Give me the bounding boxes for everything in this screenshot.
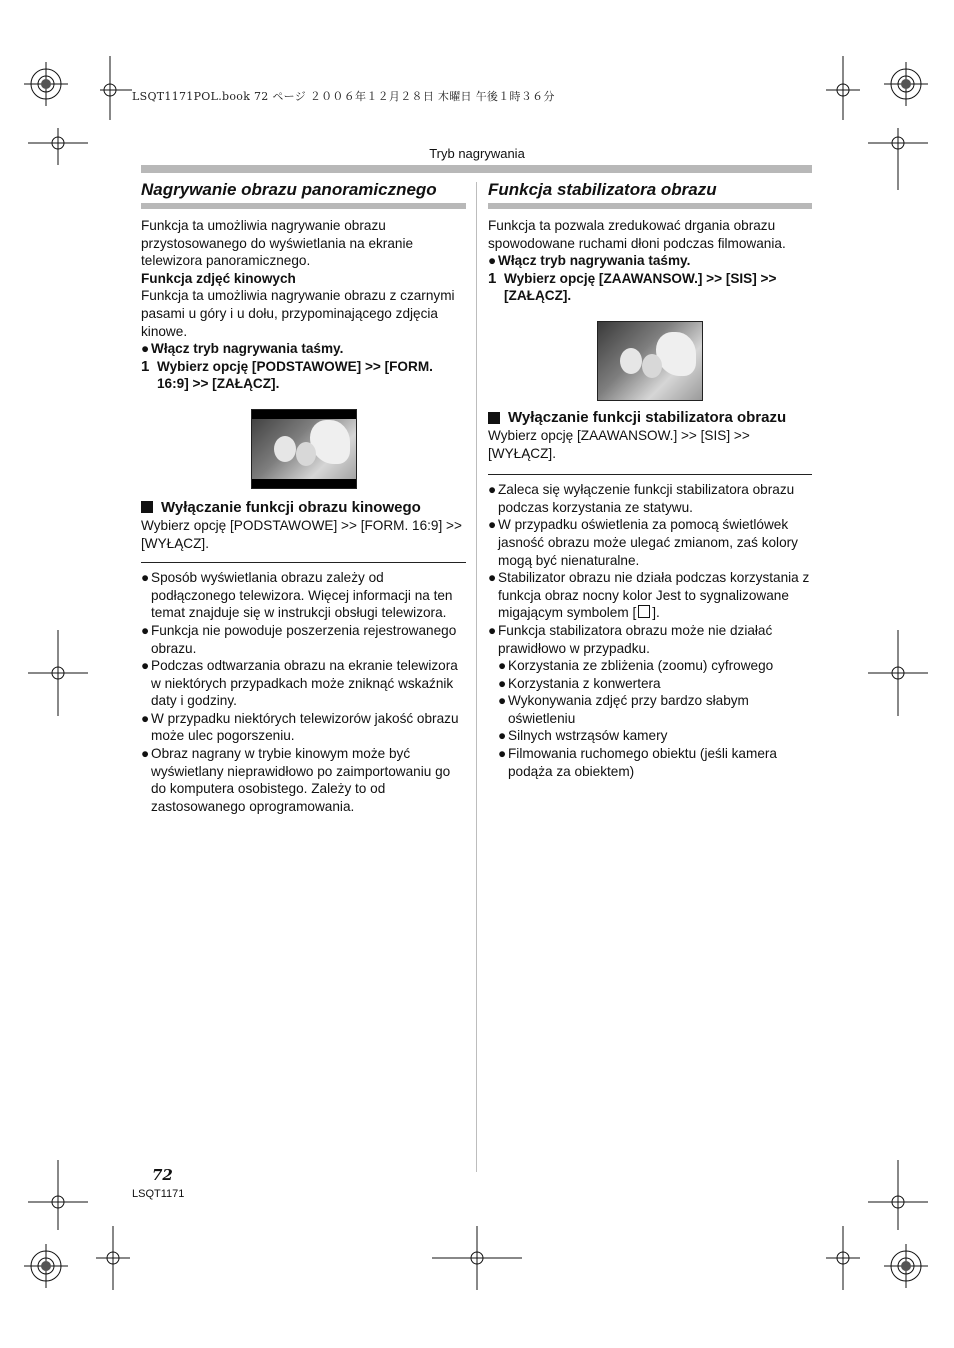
right-off-heading xyxy=(488,409,812,427)
subnote-text: Filmowania ruchomego obiektu (jeśli kamera podąża za obiektem) xyxy=(508,746,777,779)
left-photo-wrap xyxy=(141,409,466,489)
left-title: Nagrywanie obrazu panoramicznego xyxy=(141,180,466,209)
note-text: Podczas odtwarzania obrazu na ekranie telewizora w niektórych przypadkach może zniknąć wskaźnik daty i godziny. xyxy=(151,658,458,709)
left-note xyxy=(141,710,466,745)
page-number: 72 xyxy=(152,1166,173,1184)
bullet-icon: ● xyxy=(141,570,150,586)
left-off-heading xyxy=(141,499,466,517)
right-note xyxy=(488,622,812,657)
note3-text: Stabilizator obrazu nie działa podczas korzystania z funkcja obraz nocny kolor Jest to sygnalizowane migającym symbolem [ xyxy=(498,570,810,621)
bullet-icon: ● xyxy=(498,675,507,691)
left-prereq xyxy=(141,340,466,358)
subnote-text: Korzystania ze zbliżenia (zoomu) cyfrowego xyxy=(508,658,774,674)
left-off-text: Wybierz opcję [PODSTAWOWE] >> [FORM. 16:9] >> [WYŁĄCZ]. xyxy=(141,517,462,551)
note3-end: ]. xyxy=(652,605,660,621)
subnote-text: Korzystania z konwertera xyxy=(508,675,661,691)
cinema-mode-photo xyxy=(251,409,357,489)
square-bullet-icon xyxy=(141,501,153,513)
square-bullet-icon xyxy=(488,412,500,424)
right-note xyxy=(488,569,812,622)
right-prereq-text: Włącz tryb nagrywania taśmy. xyxy=(498,253,691,269)
left-note xyxy=(141,745,466,815)
note-text: W przypadku niektórych telewizorów jakość obrazu może ulec pogorszeniu. xyxy=(151,710,459,744)
print-header: LSQT1171POL.book 72 ページ ２００６年１２月２８日 木曜日 午後１時３６分 xyxy=(132,90,555,103)
header-rule xyxy=(141,165,812,173)
note-text: Zaleca się wyłączenie funkcji stabilizatora obrazu podczas korzystania ze statywu. xyxy=(498,482,795,515)
left-note xyxy=(141,657,466,710)
left-notes xyxy=(141,562,466,815)
subnote-text: Silnych wstrząsów kamery xyxy=(508,728,668,744)
note-text: Funkcja stabilizatora obrazu może nie działać prawidłowo w przypadku. xyxy=(498,622,773,656)
right-step-1 xyxy=(488,270,812,305)
right-note xyxy=(488,516,812,569)
bullet-icon: ● xyxy=(488,253,497,269)
left-intro: Funkcja ta umożliwia nagrywanie obrazu przystosowanego do wyświetlania na ekranie telewizora panoramicznego. xyxy=(141,218,414,269)
bullet-icon: ● xyxy=(498,693,507,709)
left-prereq-text: Włącz tryb nagrywania taśmy. xyxy=(151,341,344,357)
left-steps xyxy=(141,358,466,393)
right-photo-wrap xyxy=(488,321,812,401)
right-off-heading-text: Wyłączanie funkcji stabilizatora obrazu xyxy=(508,408,787,426)
right-column xyxy=(488,178,812,780)
subnote xyxy=(498,745,812,780)
right-note xyxy=(488,481,812,516)
right-intro: Funkcja ta pozwala zredukować drgania obrazu spowodowane ruchami dłoni podczas filmowania. xyxy=(488,218,786,251)
right-notes xyxy=(488,474,812,780)
bullet-icon: ● xyxy=(488,482,497,498)
note-text: Funkcja nie powoduje poszerzenia rejestrowanego obrazu. xyxy=(151,622,457,656)
right-steps xyxy=(488,270,812,305)
subnote xyxy=(498,675,812,693)
subnote xyxy=(498,657,812,675)
bullet-icon: ● xyxy=(498,728,507,744)
left-column xyxy=(141,178,466,815)
step-text: Wybierz opcję [ZAAWANSOW.] >> [SIS] >> [ZAŁĄCZ]. xyxy=(504,270,777,304)
right-title: Funkcja stabilizatora obrazu xyxy=(488,180,812,209)
bullet-icon: ● xyxy=(141,658,150,674)
bullet-icon: ● xyxy=(488,622,497,638)
left-off-heading-text: Wyłączanie funkcji obrazu kinowego xyxy=(161,498,421,516)
bullet-icon: ● xyxy=(141,622,150,638)
subnote xyxy=(498,727,812,745)
doc-code: LSQT1171 xyxy=(132,1188,185,1200)
right-prereq xyxy=(488,252,812,270)
subnote xyxy=(498,692,812,727)
subnote-text: Wykonywania zdjęć przy bardzo słabym oświetleniu xyxy=(508,693,749,726)
stabilizer-photo xyxy=(597,321,703,401)
bullet-icon: ● xyxy=(488,517,497,533)
right-off-text: Wybierz opcję [ZAAWANSOW.] >> [SIS] >> [WYŁĄCZ]. xyxy=(488,427,750,461)
note-text xyxy=(498,569,812,622)
column-divider xyxy=(476,182,477,1172)
section-label: Tryb nagrywania xyxy=(429,146,525,161)
night-color-icon xyxy=(638,605,650,618)
step-number: 1 xyxy=(488,269,497,287)
left-sub-heading: Funkcja zdjęć kinowych xyxy=(141,270,296,286)
bullet-icon: ● xyxy=(141,341,150,357)
step-text: Wybierz opcję [PODSTAWOWE] >> [FORM. 16:9] >> [ZAŁĄCZ]. xyxy=(157,358,433,392)
left-sub-text: Funkcja ta umożliwia nagrywanie obrazu z czarnymi pasami u góry i u dołu, przypominającego zdjęcia kinowe. xyxy=(141,288,455,339)
note-text: W przypadku oświetlenia za pomocą świetlówek jasność obrazu może ulegać zmianom, zaś kolory mogą być nienaturalne. xyxy=(498,517,798,568)
left-step-1 xyxy=(141,358,466,393)
note-text: Sposób wyświetlania obrazu zależy od podłączonego telewizora. Więcej informacji na ten temat znajduje się w instrukcji obsługi telewizora. xyxy=(151,570,453,621)
bullet-icon: ● xyxy=(498,658,507,674)
right-subnotes xyxy=(488,657,812,780)
left-note xyxy=(141,569,466,622)
left-note xyxy=(141,622,466,657)
bullet-icon: ● xyxy=(498,746,507,762)
bullet-icon: ● xyxy=(141,710,150,726)
step-number: 1 xyxy=(141,357,150,375)
bullet-icon: ● xyxy=(141,746,150,762)
note-text: Obraz nagrany w trybie kinowym może być wyświetlany nieprawidłowo po zaimportowaniu go do komputera osobistego. Zależy to od zastosowanego oprogramowania. xyxy=(151,746,451,814)
bullet-icon: ● xyxy=(488,570,497,586)
